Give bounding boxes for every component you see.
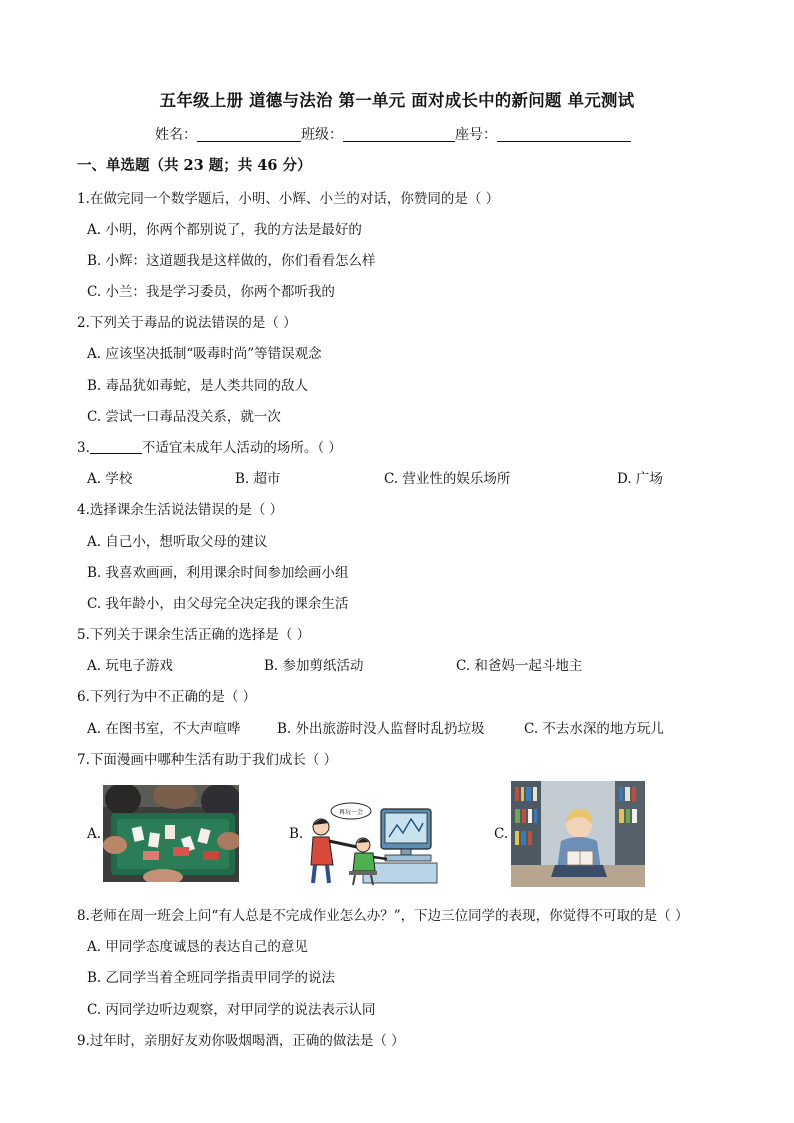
class-label: 班级：	[301, 127, 343, 143]
class-blank[interactable]	[343, 127, 455, 142]
child-reading-photo-svg	[511, 781, 645, 887]
seat-label: 座号：	[455, 127, 497, 143]
seat-blank[interactable]	[497, 127, 631, 142]
question-3	[77, 436, 342, 456]
q6-option-b[interactable]: B. 外出旅游时没人监督时乱扔垃圾	[277, 721, 485, 737]
q7-option-c[interactable]: C.	[494, 826, 509, 842]
question-6: 6.下列行为中不正确的是（ ）	[77, 689, 257, 705]
name-label: 姓名：	[155, 127, 197, 143]
q5-option-a[interactable]: A. 玩电子游戏	[87, 658, 173, 674]
q7-option-a[interactable]: A.	[87, 826, 102, 842]
q1-option-c[interactable]: C. 小兰：我是学习委员，你两个都听我的	[87, 284, 335, 300]
page-title: 五年级上册 道德与法治 第一单元 面对成长中的新问题 单元测试	[159, 91, 635, 110]
q1-option-b[interactable]: B. 小辉：这道题我是这样做的，你们看看怎么样	[87, 253, 376, 269]
computer-cartoon[interactable]	[303, 801, 441, 887]
question-2: 2.下列关于毒品的说法错误的是（ ）	[77, 315, 297, 331]
q4-option-b[interactable]: B. 我喜欢画画，利用课余时间参加绘画小组	[87, 565, 349, 581]
q7-option-b[interactable]: B.	[289, 826, 304, 842]
q3-stem-text: 不适宜未成年人活动的场所。（ ）	[141, 440, 342, 456]
card-game-photo[interactable]	[103, 785, 239, 882]
computer-cartoon-svg	[303, 801, 441, 887]
q8-option-a[interactable]: A. 甲同学态度诚恳的表达自己的意见	[87, 939, 308, 955]
child-reading-photo[interactable]	[511, 781, 645, 887]
q3-number: 3.	[77, 440, 90, 456]
q3-fill-blank[interactable]	[90, 440, 142, 454]
q6-option-c[interactable]: C. 不去水深的地方玩儿	[524, 721, 664, 737]
question-1: 1.在做完同一个数学题后，小明、小辉、小兰的对话，你赞同的是（ ）	[77, 191, 500, 207]
q5-option-b[interactable]: B. 参加剪纸活动	[264, 658, 364, 674]
question-7: 7.下面漫画中哪种生活有助于我们成长（ ）	[77, 752, 338, 768]
q2-option-c[interactable]: C. 尝试一口毒品没关系，就一次	[87, 409, 281, 425]
q2-option-a[interactable]: A. 应该坚决抵制“吸毒时尚”等错误观念	[87, 346, 322, 362]
q4-option-c[interactable]: C. 我年龄小，由父母完全决定我的课余生活	[87, 596, 349, 612]
question-5: 5.下列关于课余生活正确的选择是（ ）	[77, 627, 311, 643]
q2-option-b[interactable]: B. 毒品犹如毒蛇，是人类共同的敌人	[87, 378, 309, 394]
q8-option-c[interactable]: C. 丙同学边听边观察，对甲同学的说法表示认同	[87, 1002, 376, 1018]
student-info-line	[155, 124, 631, 144]
q3-option-c[interactable]: C. 营业性的娱乐场所	[384, 471, 511, 487]
question-9: 9.过年时，亲朋好友劝你吸烟喝酒，正确的做法是（ ）	[77, 1033, 405, 1049]
card-game-photo-svg	[103, 785, 239, 882]
section-title: 一、单选题（共 23 题；共 46 分）	[77, 157, 312, 174]
q6-option-a[interactable]: A. 在图书室，不大声喧哗	[87, 721, 241, 737]
question-8: 8.老师在周一班会上问“有人总是不完成作业怎么办？”，下边三位同学的表现，你觉得不可取的是（ ）	[77, 908, 689, 924]
q3-option-b[interactable]: B. 超市	[235, 471, 281, 487]
q4-option-a[interactable]: A. 自己小，想听取父母的建议	[87, 534, 268, 550]
q3-option-a[interactable]: A. 学校	[87, 471, 133, 487]
q3-option-d[interactable]: D. 广场	[617, 471, 663, 487]
question-4: 4.选择课余生活说法错误的是（ ）	[77, 502, 284, 518]
q1-option-a[interactable]: A. 小明，你两个都别说了，我的方法是最好的	[87, 222, 362, 238]
cartoon-speech-text: 再玩一会	[338, 809, 364, 816]
q5-option-c[interactable]: C. 和爸妈一起斗地主	[456, 658, 583, 674]
name-blank[interactable]	[197, 127, 301, 142]
q8-option-b[interactable]: B. 乙同学当着全班同学指责甲同学的说法	[87, 970, 336, 986]
